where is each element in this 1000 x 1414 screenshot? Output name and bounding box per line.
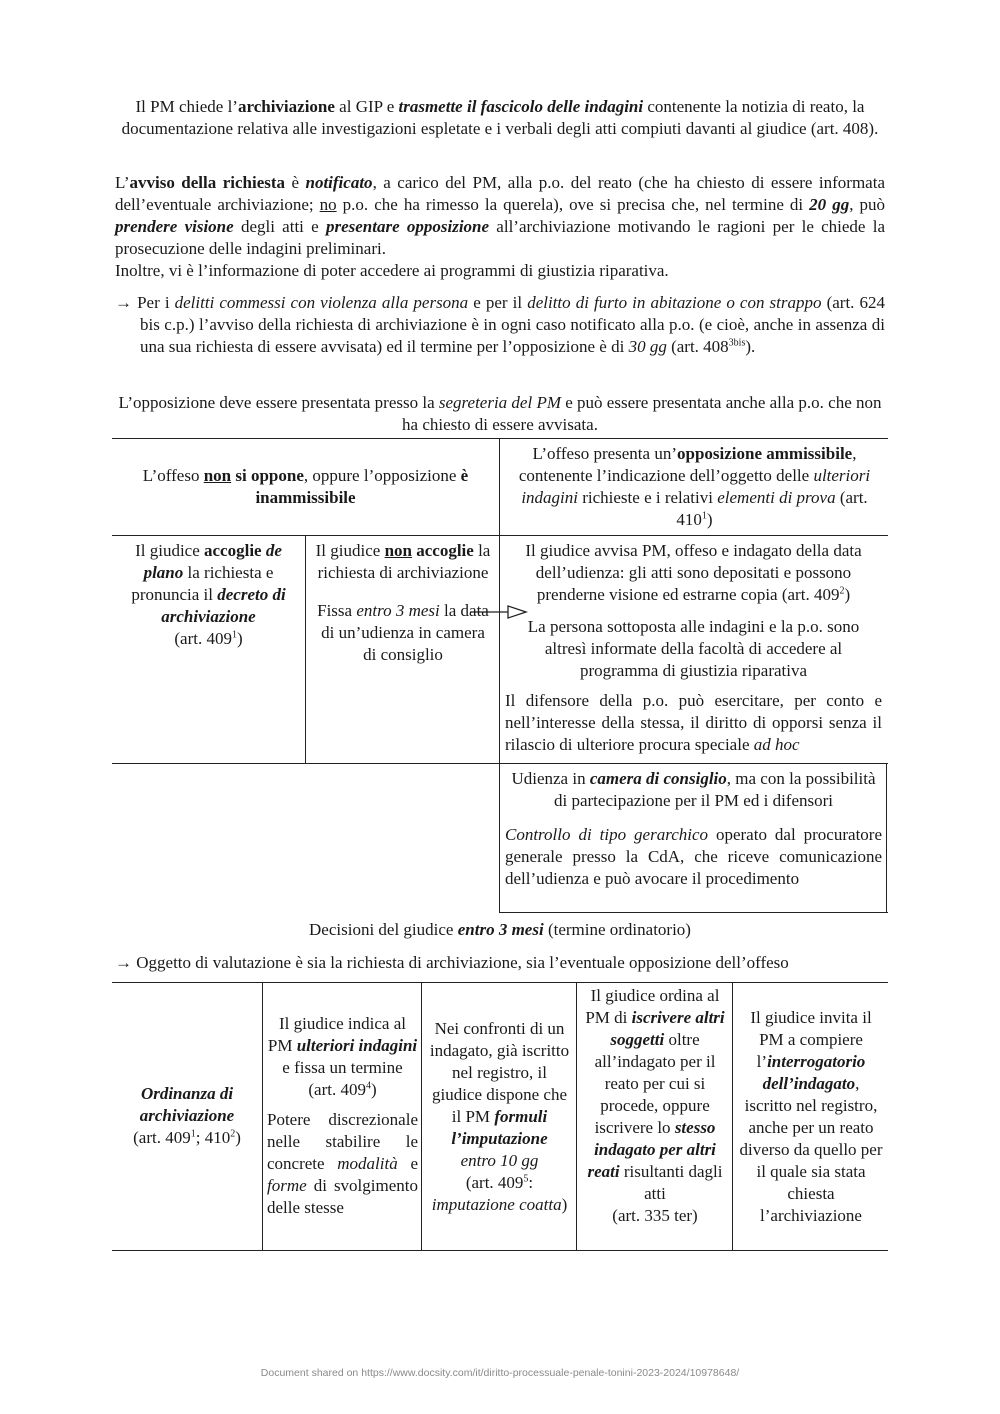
footer-link[interactable]: Document shared on https://www.docsity.com/it/diritto-processuale-penale-tonini-2023-2024/10978648/ bbox=[260, 1367, 740, 1379]
udienza-bottom-rule bbox=[499, 912, 888, 913]
avvisa-cell: Il giudice avvisa PM, offeso e indagato della data dell’udienza: gli atti sono depositati e possono prenderne visione ed estrarne copia (art. $409^2$) La persona sottoposta alle indagini e la p.o. sono altresì informate della facoltà di accedere al programma di giustizia riparativa Il difensore della p.o. può esercitare, per conto e nell’interesse della stessa, il diritto di opporsi senza il rilascio di ulteriore procura speciale ad hoc bbox=[505, 541, 882, 754]
opposizione-paragraph: L’opposizione deve essere presentata presso la segreteria del PM e può essere presentata anche alla p.o. che non ha chiesto di essere avvisata. bbox=[118, 393, 882, 434]
accoglie-cell: Il giudice accoglie de plano la richiesta e pronuncia il decreto di archiviazione (art. $409^1$) bbox=[131, 541, 286, 648]
mid-rule bbox=[112, 763, 888, 764]
ulteriori-indagini-cell: Il giudice indica al PM ulteriori indagini e fissa un termine (art. $409^4$) Potere discrezionale nelle stabilire le concrete modalità e forme di svolgimento delle stesse bbox=[267, 1014, 418, 1217]
avviso-paragraph: L’avviso della richiesta è notificato, a carico del PM, alla p.o. del reato (che ha chiesto di essere informata dell’eventuale archiviazione; no p.o. che ha rimesso la querela), ove si precisa che, nel termine di 20 gg, può prendere visione degli atti e presentare opposizione all’archiviazione motivando le ragioni per le chiede la prosecuzione delle indagini preliminari. bbox=[115, 173, 886, 258]
interrogatorio-cell: Il giudice invita il PM a compiere l’interrogatorio dell’indagato, iscritto nel registro, anche per un reato diverso da quello per il quale sia stata chiesta l’archiviazione bbox=[739, 1008, 883, 1225]
left-header-cell: L’offeso non si oppone, oppure l’opposizione è inammissibile bbox=[142, 466, 469, 507]
non-accoglie-cell: Il giudice non accoglie la richiesta di archiviazione Fissa entro 3 mesi la data di un’udienza in camera di consiglio bbox=[315, 541, 491, 664]
ordinanza-cell: Ordinanza di archiviazione (art. $409^1$; $410^2$) bbox=[133, 1084, 241, 1147]
udienza-cell: Udienza in camera di consiglio, ma con la possibilità di partecipazione per il PM ed i difensori Controllo di tipo gerarchico operato dal procuratore generale presso la CdA, che riceve comunicazione dell’udienza e può avocare il procedimento bbox=[505, 769, 882, 888]
table-bottom-rule bbox=[112, 1250, 888, 1251]
header-rule bbox=[112, 535, 888, 536]
violenza-paragraph: → Per i delitti commessi con violenza alla persona e per il delitto di furto in abitazione o con strappo (art. 624 bis c.p.) l’avviso della richiesta di archiviazione è in ogni caso notificato alla p.o. (e cioè, anche in assenza di una sua richiesta di essere avvisata) ed il termine per l’opposizione è di 30 gg (art. $408^{3bis}$). bbox=[115, 293, 886, 356]
decisioni-heading: Decisioni del giudice entro 3 mesi (termine ordinatorio) bbox=[309, 920, 691, 939]
oggetto-note: → Oggetto di valutazione è sia la richiesta di archiviazione, sia l’eventuale opposizione dell’offeso bbox=[115, 953, 789, 972]
imputazione-coatta-cell: Nei confronti di un indagato, già iscritto nel registro, il giudice dispone che il PM formuli l’imputazione entro 10 gg (art. $409^5$: imputazione coatta) bbox=[429, 1019, 570, 1214]
giustizia-riparativa-note: Inoltre, vi è l’informazione di poter accedere ai programmi di giustizia riparativa. bbox=[115, 261, 669, 280]
table-top-rule bbox=[112, 982, 888, 983]
iscrivere-soggetti-cell: Il giudice ordina al PM di iscrivere altri soggetti oltre all’indagato per il reato per cui si procede, oppure iscrivere lo stesso indagato per altri reati risultanti dagli atti (art. 335 ter) bbox=[585, 986, 725, 1225]
intro-paragraph: Il PM chiede l’archiviazione al GIP e trasmette il fascicolo delle indagini contenente la notizia di reato, la documentazione relativa alle investigazioni espletate e i verbali degli atti compiuti davanti al giudice (art. 408). bbox=[121, 97, 879, 138]
right-header-cell: L’offeso presenta un’opposizione ammissibile, contenente l’indicazione dell’oggetto delle ulteriori indagini richieste e i relativi elementi di prova (art. $410^1$) bbox=[518, 444, 871, 529]
right-edge bbox=[886, 763, 887, 913]
